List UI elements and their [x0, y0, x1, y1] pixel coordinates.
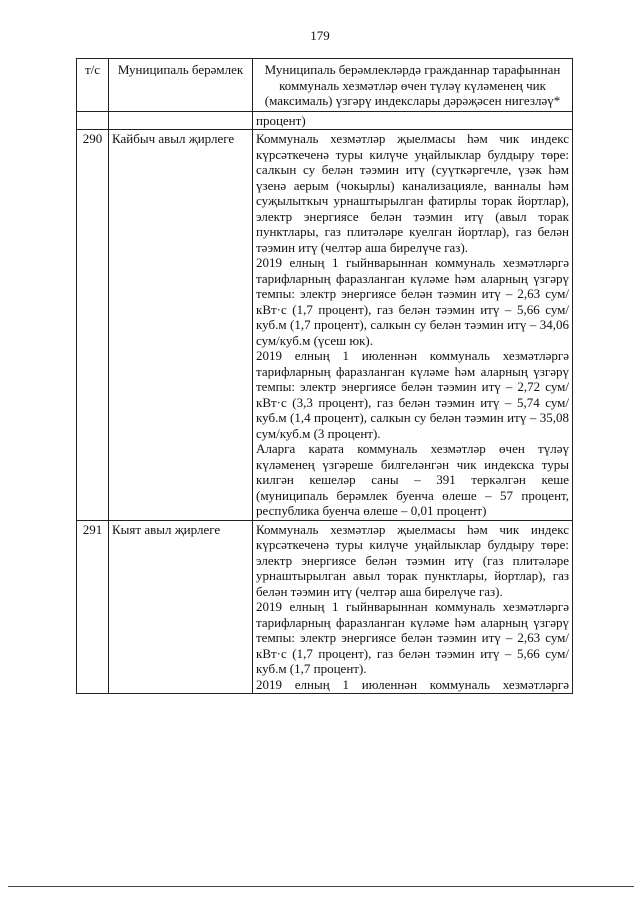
- index-description: [253, 520, 573, 694]
- page-number: 179: [310, 28, 330, 43]
- municipality-name: Кайбыч авыл җирлеге: [109, 130, 253, 521]
- description-paragraph: Коммуналь хезмәтләр җыелмасы һәм чик индекс күрсәткеченә туры килүче уңайлыклар булдыру төре: электр энергиясе белән тәэмин итү (газ плитәләре урнаштырылган авыл торак пунктлары, йортлар), газ белән тәэмин итү (челтәр аша бирелүче газ).: [256, 521, 569, 599]
- continuation-text: процент): [256, 112, 306, 128]
- row-number: 290: [77, 130, 109, 521]
- header-number: т/с: [77, 59, 109, 112]
- description-paragraph: 2019 елның 1 гыйнварыннан коммуналь хезмәтләргә тарифларның фаразланган күләме һәм аларның үзгәрү темпы: электр энергиясе белән тәэмин итү – 2,63 сум/кВт·с (1,7 процент), газ белән тәэмин итү – 5,66 сум/куб.м (1,7 процент), салкын су белән тәэмин итү – 34,06 сум/куб.м (үсеш юк).: [256, 255, 569, 348]
- header-index-justification: Муниципаль берәмлекләрдә гражданнар тарафыннан коммуналь хезмәтләр өчен түләү күләменең чик (максималь) үзгәрү индекслары дәрәҗәсен нигезләү*: [253, 59, 573, 112]
- tariff-index-table: [76, 58, 573, 694]
- index-description: [253, 130, 573, 521]
- page-bottom-border: [8, 886, 634, 887]
- description-paragraph: 2019 елның 1 гыйнварыннан коммуналь хезмәтләргә тарифларның фаразланган күләме һәм аларның үзгәрү темпы: электр энергиясе белән тәэмин итү – 2,63 сум/кВт·с (1,7 процент), газ белән тәэмин итү – 5,66 сум/куб.м (1,7 процент).: [256, 599, 569, 676]
- table-row-continuation: [77, 111, 573, 130]
- header-municipality: Муниципаль берәмлек: [109, 59, 253, 112]
- description-paragraph: Коммуналь хезмәтләр җыелмасы һәм чик индекс күрсәткеченә туры килүче уңайлыклар булдыру төре: салкын су белән тәэмин итү (суүткәргечле, үзәк һәм үзенә аерым (чокырлы) канализацияле, ванналы һәм суҗылыткыч урнаштырылган фатирлы торак йортлар), электр энергиясе белән тәэмин итү (авыл торак пунктлары, газ плитәләре куелган йортлар), газ белән тәэмин итү (челтәр аша бирелүче газ).: [256, 131, 569, 255]
- table-row: [77, 520, 573, 694]
- description-paragraph: 2019 елның 1 июленнән коммуналь хезмәтләргә тарифларның фаразланган күләме һәм аларның үзгәрү темпы: электр энергиясе белән тәэмин итү – 2,72 сум/кВт·с (3,3 процент), газ белән тәэмин итү – 5,74 сум/куб.м (1,4 процент), салкын су белән тәэмин итү – 35,08 сум/куб.м (3 процент).: [256, 348, 569, 441]
- description-paragraph: 2019 елның 1 июленнән коммуналь хезмәтләргә: [256, 676, 569, 692]
- municipality-name: Кыят авыл җирлеге: [109, 520, 253, 694]
- row-number: 291: [77, 520, 109, 694]
- table-row: [77, 130, 573, 521]
- description-paragraph: Аларга карата коммуналь хезмәтләр өчен түләү күләменең үзгәреше билгеләнгән чик индекска туры килгән кешеләр саны – 391 теркәлгән кеше (муниципаль берәмлек буенча өлеше – 57 процент, республика буенча өлеше – 0,01 процент): [256, 441, 569, 518]
- table-header-row: [77, 59, 573, 112]
